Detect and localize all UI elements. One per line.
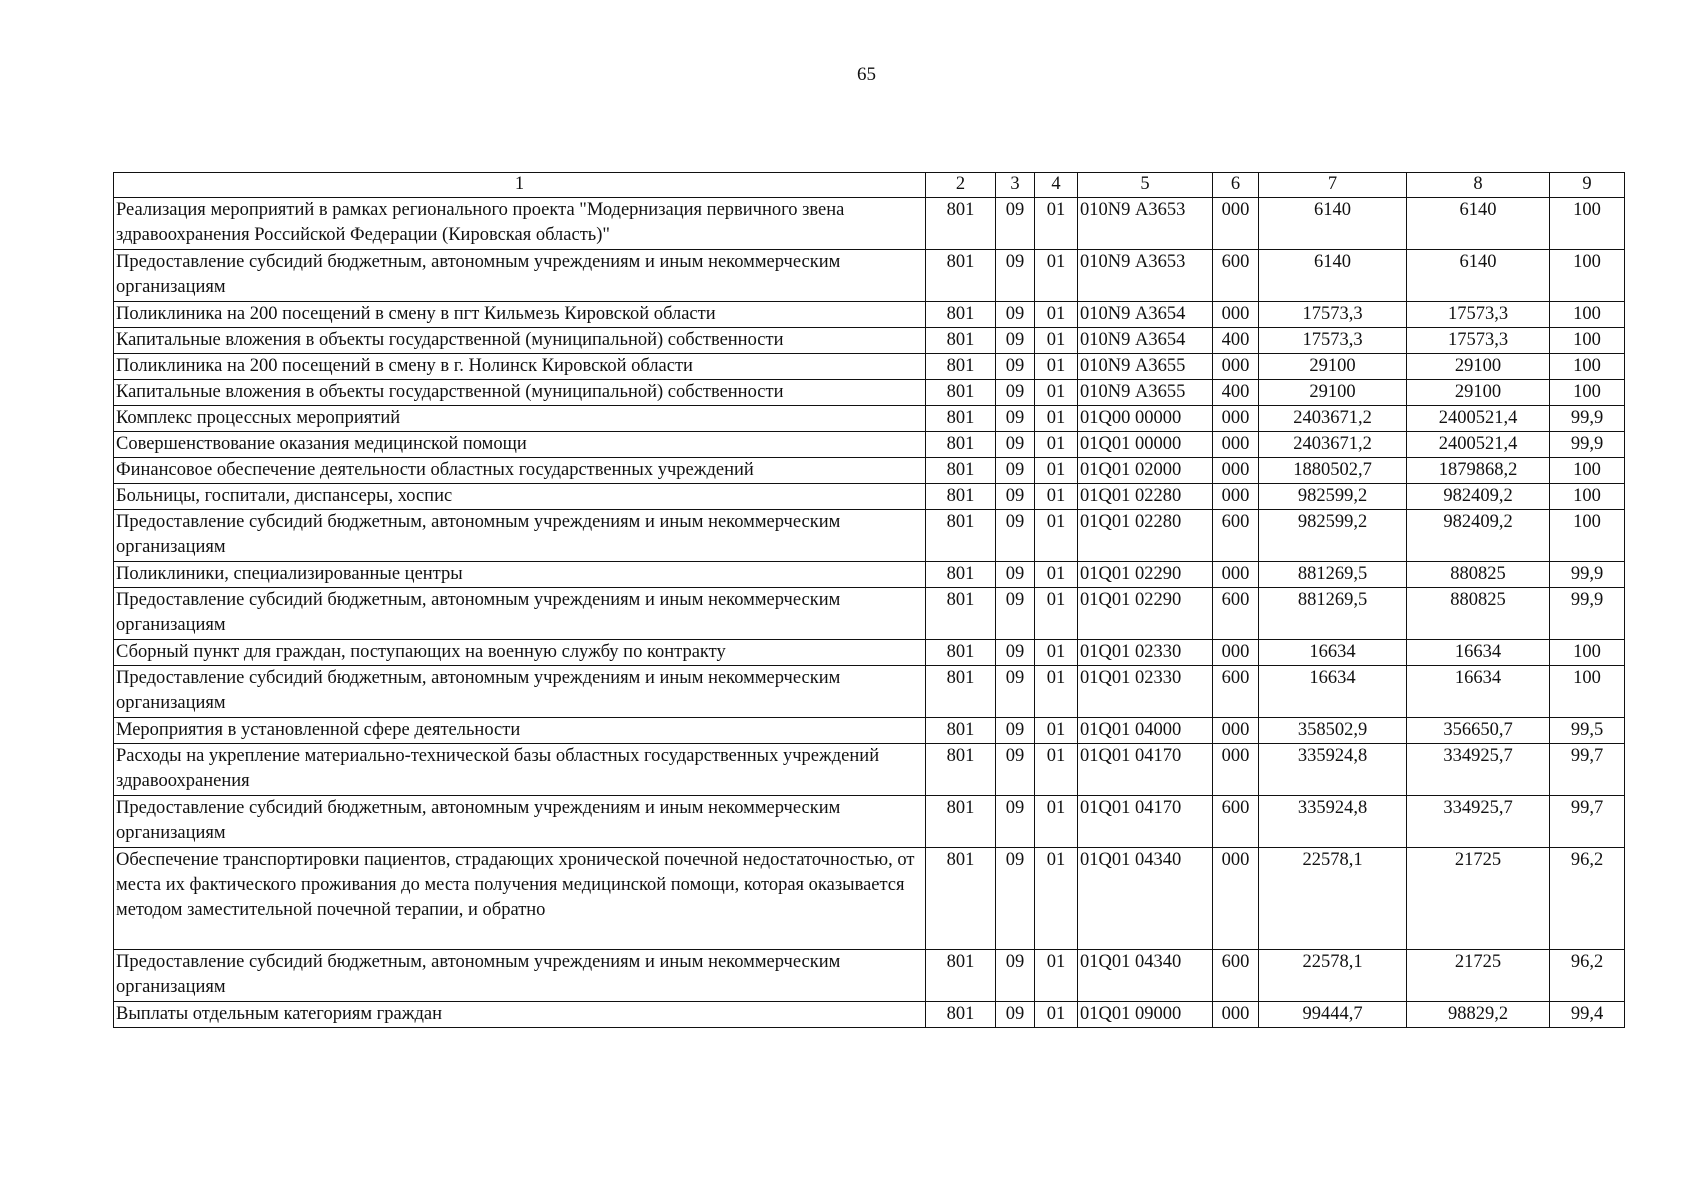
cell-c9: 99,9 [1550, 432, 1625, 458]
cell-c4: 01 [1035, 718, 1078, 744]
row-name: Предоставление субсидий бюджетным, автономным учреждениям и иным некоммерческим организациям [114, 250, 926, 302]
cell-c4: 01 [1035, 250, 1078, 302]
cell-c3: 09 [996, 250, 1035, 302]
cell-c3: 09 [996, 406, 1035, 432]
cell-c6: 600 [1213, 250, 1259, 302]
table-row [114, 302, 1625, 328]
cell-c7: 22578,1 [1259, 950, 1407, 1002]
cell-c4: 01 [1035, 1002, 1078, 1028]
cell-c9: 99,5 [1550, 718, 1625, 744]
cell-c2: 801 [926, 666, 996, 718]
cell-c8: 356650,7 [1407, 718, 1550, 744]
cell-c5: 01Q01 00000 [1078, 432, 1213, 458]
table-row [114, 458, 1625, 484]
row-name: Предоставление субсидий бюджетным, автономным учреждениям и иным некоммерческим организациям [114, 950, 926, 1002]
table-row [114, 718, 1625, 744]
cell-c3: 09 [996, 562, 1035, 588]
cell-c3: 09 [996, 1002, 1035, 1028]
cell-c7: 881269,5 [1259, 562, 1407, 588]
cell-c3: 09 [996, 328, 1035, 354]
column-header: 7 [1259, 173, 1407, 198]
cell-c8: 880825 [1407, 562, 1550, 588]
cell-c2: 801 [926, 380, 996, 406]
cell-c8: 334925,7 [1407, 744, 1550, 796]
cell-c3: 09 [996, 796, 1035, 848]
cell-c2: 801 [926, 950, 996, 1002]
row-name: Больницы, госпитали, диспансеры, хоспис [114, 484, 926, 510]
cell-c6: 000 [1213, 1002, 1259, 1028]
table-row [114, 588, 1625, 640]
cell-c8: 334925,7 [1407, 796, 1550, 848]
cell-c9: 100 [1550, 198, 1625, 250]
cell-c8: 21725 [1407, 848, 1550, 950]
cell-c3: 09 [996, 458, 1035, 484]
cell-c7: 881269,5 [1259, 588, 1407, 640]
cell-c6: 000 [1213, 406, 1259, 432]
cell-c9: 100 [1550, 302, 1625, 328]
cell-c9: 100 [1550, 640, 1625, 666]
row-name: Капитальные вложения в объекты государственной (муниципальной) собственности [114, 380, 926, 406]
cell-c8: 6140 [1407, 198, 1550, 250]
column-header: 1 [114, 173, 926, 198]
cell-c8: 98829,2 [1407, 1002, 1550, 1028]
row-name: Мероприятия в установленной сфере деятельности [114, 718, 926, 744]
row-name: Расходы на укрепление материально-технической базы областных государственных учреждений здравоохранения [114, 744, 926, 796]
cell-c9: 100 [1550, 666, 1625, 718]
cell-c4: 01 [1035, 354, 1078, 380]
row-name: Сборный пункт для граждан, поступающих на военную службу по контракту [114, 640, 926, 666]
cell-c7: 6140 [1259, 198, 1407, 250]
cell-c6: 600 [1213, 796, 1259, 848]
cell-c4: 01 [1035, 744, 1078, 796]
cell-c5: 01Q01 02290 [1078, 562, 1213, 588]
cell-c2: 801 [926, 588, 996, 640]
cell-c6: 000 [1213, 432, 1259, 458]
cell-c5: 01Q01 02280 [1078, 510, 1213, 562]
row-name: Поликлиника на 200 посещений в смену в г. Нолинск Кировской области [114, 354, 926, 380]
cell-c7: 982599,2 [1259, 510, 1407, 562]
cell-c7: 2403671,2 [1259, 406, 1407, 432]
table-row [114, 328, 1625, 354]
row-name: Поликлиника на 200 посещений в смену в пгт Кильмезь Кировской области [114, 302, 926, 328]
cell-c6: 000 [1213, 458, 1259, 484]
cell-c6: 000 [1213, 484, 1259, 510]
cell-c2: 801 [926, 484, 996, 510]
cell-c4: 01 [1035, 562, 1078, 588]
cell-c3: 09 [996, 718, 1035, 744]
row-name: Предоставление субсидий бюджетным, автономным учреждениям и иным некоммерческим организациям [114, 588, 926, 640]
cell-c4: 01 [1035, 328, 1078, 354]
cell-c4: 01 [1035, 666, 1078, 718]
cell-c5: 01Q01 02330 [1078, 666, 1213, 718]
cell-c5: 01Q01 02330 [1078, 640, 1213, 666]
cell-c7: 17573,3 [1259, 302, 1407, 328]
cell-c2: 801 [926, 510, 996, 562]
cell-c2: 801 [926, 718, 996, 744]
cell-c2: 801 [926, 562, 996, 588]
cell-c7: 1880502,7 [1259, 458, 1407, 484]
table-row [114, 354, 1625, 380]
cell-c2: 801 [926, 302, 996, 328]
cell-c5: 010N9 А3655 [1078, 380, 1213, 406]
column-header: 5 [1078, 173, 1213, 198]
row-name: Обеспечение транспортировки пациентов, страдающих хронической почечной недостаточностью, от места их фактического проживания до места получения медицинской помощи, которая оказывается методом заместительной почечной терапии, и обратно [114, 848, 926, 950]
cell-c4: 01 [1035, 302, 1078, 328]
cell-c4: 01 [1035, 640, 1078, 666]
column-header: 6 [1213, 173, 1259, 198]
cell-c4: 01 [1035, 796, 1078, 848]
row-name: Финансовое обеспечение деятельности областных государственных учреждений [114, 458, 926, 484]
cell-c4: 01 [1035, 380, 1078, 406]
cell-c7: 6140 [1259, 250, 1407, 302]
cell-c3: 09 [996, 484, 1035, 510]
cell-c5: 01Q00 00000 [1078, 406, 1213, 432]
cell-c8: 2400521,4 [1407, 432, 1550, 458]
cell-c6: 600 [1213, 950, 1259, 1002]
cell-c3: 09 [996, 588, 1035, 640]
cell-c5: 010N9 А3653 [1078, 250, 1213, 302]
cell-c9: 100 [1550, 458, 1625, 484]
cell-c9: 100 [1550, 328, 1625, 354]
table-row [114, 198, 1625, 250]
row-name: Комплекс процессных мероприятий [114, 406, 926, 432]
cell-c4: 01 [1035, 406, 1078, 432]
table-row [114, 666, 1625, 718]
cell-c4: 01 [1035, 432, 1078, 458]
cell-c2: 801 [926, 744, 996, 796]
cell-c7: 22578,1 [1259, 848, 1407, 950]
table-row [114, 848, 1625, 950]
cell-c9: 99,7 [1550, 744, 1625, 796]
cell-c9: 99,7 [1550, 796, 1625, 848]
table-row [114, 1002, 1625, 1028]
cell-c9: 100 [1550, 354, 1625, 380]
row-name: Капитальные вложения в объекты государственной (муниципальной) собственности [114, 328, 926, 354]
cell-c9: 96,2 [1550, 950, 1625, 1002]
table-header-row [114, 173, 1625, 198]
cell-c9: 96,2 [1550, 848, 1625, 950]
cell-c4: 01 [1035, 848, 1078, 950]
table-row [114, 510, 1625, 562]
row-name: Предоставление субсидий бюджетным, автономным учреждениям и иным некоммерческим организациям [114, 510, 926, 562]
table-row [114, 796, 1625, 848]
cell-c9: 100 [1550, 484, 1625, 510]
cell-c2: 801 [926, 848, 996, 950]
column-header: 4 [1035, 173, 1078, 198]
cell-c7: 17573,3 [1259, 328, 1407, 354]
cell-c7: 16634 [1259, 640, 1407, 666]
cell-c3: 09 [996, 380, 1035, 406]
cell-c2: 801 [926, 458, 996, 484]
cell-c9: 99,9 [1550, 562, 1625, 588]
cell-c8: 6140 [1407, 250, 1550, 302]
row-name: Совершенствование оказания медицинской помощи [114, 432, 926, 458]
cell-c9: 100 [1550, 510, 1625, 562]
cell-c3: 09 [996, 744, 1035, 796]
cell-c8: 880825 [1407, 588, 1550, 640]
cell-c7: 982599,2 [1259, 484, 1407, 510]
cell-c3: 09 [996, 354, 1035, 380]
table-row [114, 484, 1625, 510]
cell-c3: 09 [996, 432, 1035, 458]
cell-c7: 29100 [1259, 354, 1407, 380]
row-name: Выплаты отдельным категориям граждан [114, 1002, 926, 1028]
column-header: 2 [926, 173, 996, 198]
cell-c7: 335924,8 [1259, 744, 1407, 796]
cell-c4: 01 [1035, 458, 1078, 484]
cell-c9: 100 [1550, 380, 1625, 406]
cell-c5: 01Q01 04000 [1078, 718, 1213, 744]
table-row [114, 640, 1625, 666]
cell-c6: 000 [1213, 562, 1259, 588]
cell-c9: 100 [1550, 250, 1625, 302]
cell-c7: 358502,9 [1259, 718, 1407, 744]
cell-c5: 01Q01 09000 [1078, 1002, 1213, 1028]
cell-c8: 982409,2 [1407, 510, 1550, 562]
cell-c7: 29100 [1259, 380, 1407, 406]
cell-c3: 09 [996, 640, 1035, 666]
cell-c3: 09 [996, 666, 1035, 718]
cell-c2: 801 [926, 250, 996, 302]
cell-c5: 01Q01 04170 [1078, 744, 1213, 796]
row-name: Предоставление субсидий бюджетным, автономным учреждениям и иным некоммерческим организациям [114, 796, 926, 848]
cell-c2: 801 [926, 640, 996, 666]
row-name: Реализация мероприятий в рамках регионального проекта "Модернизация первичного звена здравоохранения Российской Федерации (Кировская область)" [114, 198, 926, 250]
cell-c4: 01 [1035, 484, 1078, 510]
cell-c5: 010N9 А3654 [1078, 328, 1213, 354]
table-row [114, 562, 1625, 588]
table-row [114, 432, 1625, 458]
cell-c5: 010N9 А3654 [1078, 302, 1213, 328]
cell-c3: 09 [996, 302, 1035, 328]
cell-c4: 01 [1035, 510, 1078, 562]
cell-c6: 000 [1213, 354, 1259, 380]
cell-c2: 801 [926, 432, 996, 458]
cell-c5: 01Q01 04340 [1078, 950, 1213, 1002]
cell-c4: 01 [1035, 950, 1078, 1002]
cell-c6: 000 [1213, 198, 1259, 250]
row-name: Поликлиники, специализированные центры [114, 562, 926, 588]
cell-c4: 01 [1035, 198, 1078, 250]
cell-c9: 99,4 [1550, 1002, 1625, 1028]
table-row [114, 380, 1625, 406]
table-row [114, 250, 1625, 302]
cell-c8: 29100 [1407, 380, 1550, 406]
column-header: 3 [996, 173, 1035, 198]
cell-c8: 16634 [1407, 640, 1550, 666]
cell-c5: 01Q01 02290 [1078, 588, 1213, 640]
cell-c3: 09 [996, 510, 1035, 562]
cell-c6: 600 [1213, 588, 1259, 640]
cell-c7: 2403671,2 [1259, 432, 1407, 458]
table-row [114, 406, 1625, 432]
cell-c2: 801 [926, 198, 996, 250]
cell-c7: 99444,7 [1259, 1002, 1407, 1028]
cell-c6: 600 [1213, 510, 1259, 562]
cell-c5: 010N9 А3655 [1078, 354, 1213, 380]
cell-c2: 801 [926, 406, 996, 432]
cell-c8: 21725 [1407, 950, 1550, 1002]
cell-c5: 010N9 А3653 [1078, 198, 1213, 250]
cell-c8: 17573,3 [1407, 328, 1550, 354]
cell-c6: 000 [1213, 718, 1259, 744]
cell-c6: 600 [1213, 666, 1259, 718]
cell-c5: 01Q01 04340 [1078, 848, 1213, 950]
cell-c2: 801 [926, 796, 996, 848]
cell-c8: 982409,2 [1407, 484, 1550, 510]
cell-c8: 2400521,4 [1407, 406, 1550, 432]
cell-c6: 000 [1213, 848, 1259, 950]
page-number: 65 [857, 64, 876, 85]
cell-c6: 000 [1213, 640, 1259, 666]
cell-c8: 17573,3 [1407, 302, 1550, 328]
cell-c2: 801 [926, 328, 996, 354]
cell-c8: 29100 [1407, 354, 1550, 380]
cell-c3: 09 [996, 950, 1035, 1002]
cell-c2: 801 [926, 1002, 996, 1028]
table-row [114, 744, 1625, 796]
budget-table [113, 172, 1625, 1028]
column-header: 8 [1407, 173, 1550, 198]
cell-c8: 16634 [1407, 666, 1550, 718]
cell-c9: 99,9 [1550, 406, 1625, 432]
cell-c6: 000 [1213, 302, 1259, 328]
cell-c5: 01Q01 02000 [1078, 458, 1213, 484]
row-name: Предоставление субсидий бюджетным, автономным учреждениям и иным некоммерческим организациям [114, 666, 926, 718]
cell-c6: 400 [1213, 328, 1259, 354]
cell-c5: 01Q01 02280 [1078, 484, 1213, 510]
column-header: 9 [1550, 173, 1625, 198]
table-row [114, 950, 1625, 1002]
cell-c5: 01Q01 04170 [1078, 796, 1213, 848]
cell-c6: 000 [1213, 744, 1259, 796]
cell-c7: 16634 [1259, 666, 1407, 718]
cell-c3: 09 [996, 198, 1035, 250]
cell-c3: 09 [996, 848, 1035, 950]
cell-c7: 335924,8 [1259, 796, 1407, 848]
cell-c9: 99,9 [1550, 588, 1625, 640]
cell-c4: 01 [1035, 588, 1078, 640]
cell-c2: 801 [926, 354, 996, 380]
cell-c8: 1879868,2 [1407, 458, 1550, 484]
cell-c6: 400 [1213, 380, 1259, 406]
